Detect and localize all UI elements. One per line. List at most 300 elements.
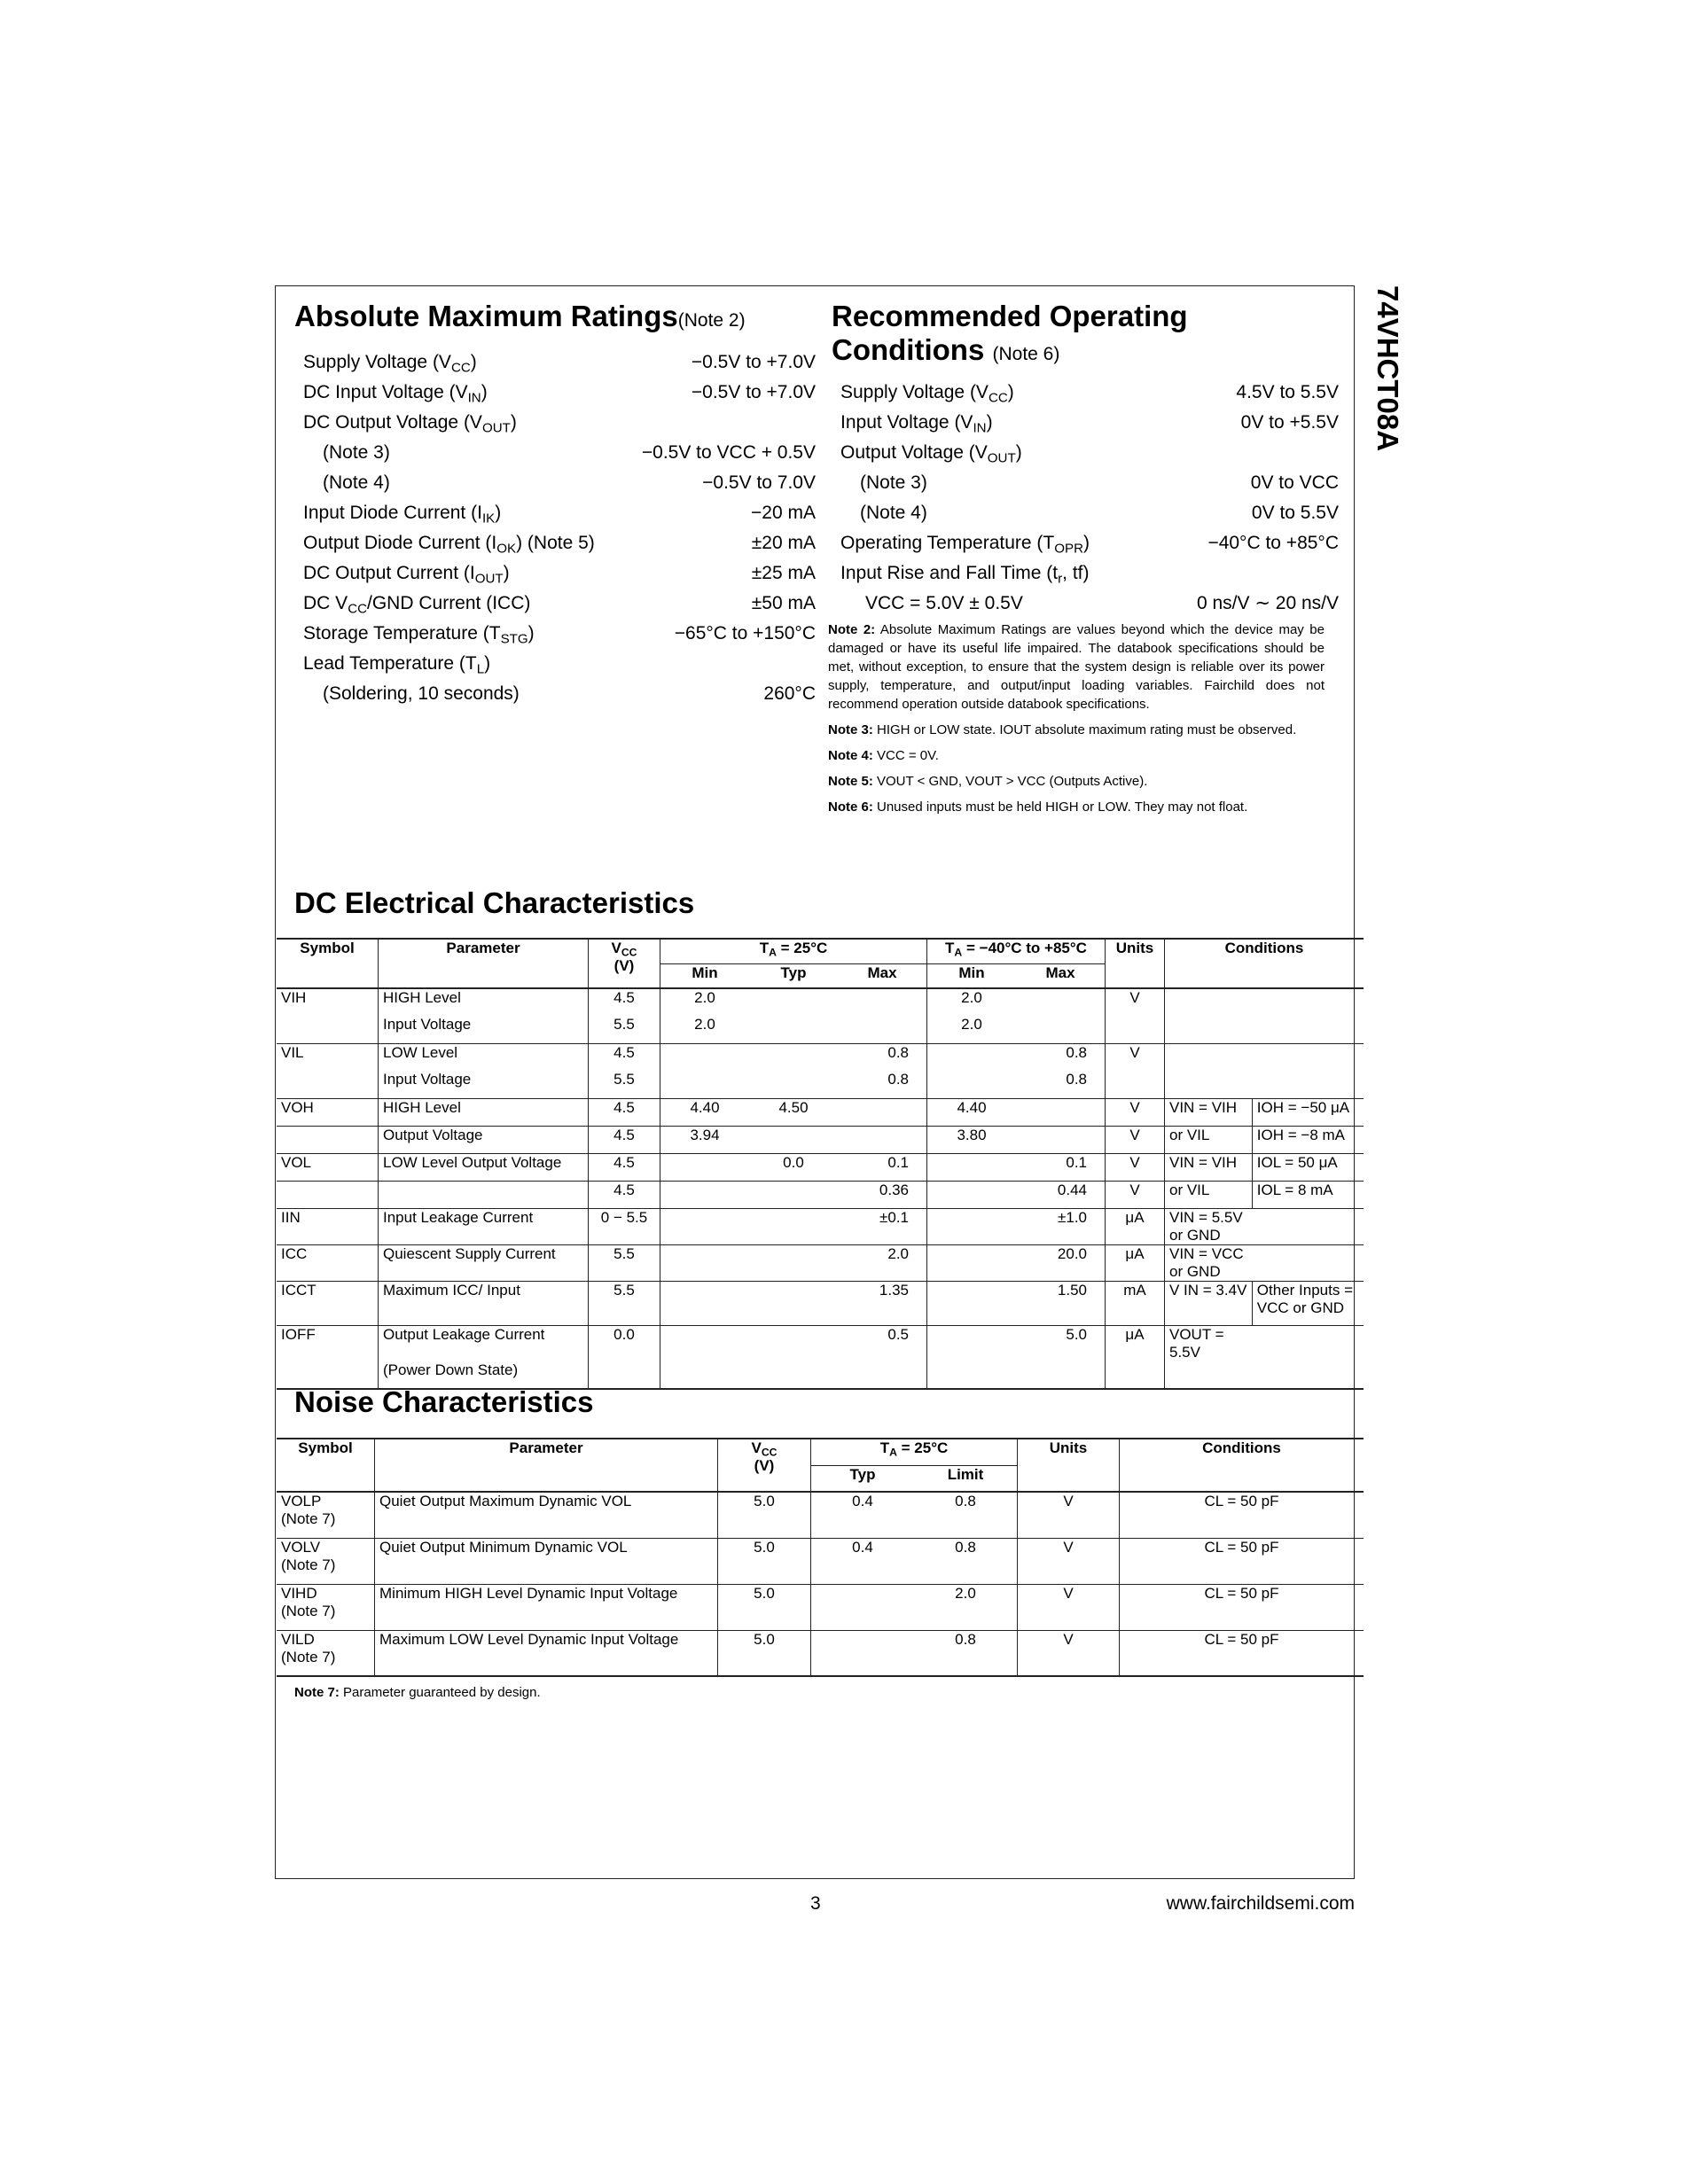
roc-row [840, 408, 1339, 438]
dc-typ25 [749, 1325, 838, 1361]
dc-units: V [1106, 1043, 1165, 1071]
dc-max25: 2.0 [838, 1244, 927, 1281]
dc-max25 [838, 1016, 927, 1043]
dc-min25: 3.94 [690, 1126, 720, 1143]
dc-h-vcc: $V_{CC}$ (V) [589, 939, 660, 988]
dc-parameter [379, 1181, 589, 1208]
dc-cond: VIN = VCC or GND [1169, 1244, 1244, 1280]
dc-symbol [277, 1016, 379, 1043]
amr-value: 260°C [763, 683, 816, 704]
dc-units [1106, 1071, 1165, 1098]
roc-label: VCC = 5.0V ± 0.5V [865, 593, 1023, 613]
dc-min25: 2.0 [694, 989, 715, 1006]
dc-cond2 [1252, 1244, 1364, 1281]
noise-vcc: 5.0 [718, 1584, 811, 1630]
dc-typ25: 4.50 [778, 1098, 809, 1116]
dc-cond: or VIL [1165, 1126, 1253, 1153]
noise-limit: 0.8 [914, 1492, 1018, 1538]
amr-value: ±20 mA [751, 533, 816, 553]
dc-row [277, 1126, 1364, 1153]
noise-limit: 0.8 [914, 1538, 1018, 1584]
dc-cond: VIN = 5.5V or GND [1169, 1208, 1243, 1244]
noise-row [277, 1630, 1364, 1676]
dc-max25 [838, 988, 927, 1016]
amr-label: Output Diode Current $(I_{OK})$ (Note 5) [303, 533, 595, 557]
amr-label-sub: OUT [474, 571, 504, 587]
dc-parameter: Output Leakage Current [379, 1325, 589, 1361]
noise-vcc: 5.0 [718, 1538, 811, 1584]
dc-typ25 [749, 1126, 838, 1153]
dc-cond [1165, 1361, 1253, 1389]
note-paragraph: Note 3: HIGH or LOW state. IOUT absolute maximum rating must be observed. [828, 722, 1297, 737]
dc-cond: VIN = VIH [1165, 1098, 1253, 1126]
roc-label: Operating Temperature $(T_{OPR})$ [840, 533, 1090, 557]
dc-min25 [660, 1325, 750, 1361]
noise-h-ta25: $T_A = 25^\circ C$ [811, 1439, 1018, 1465]
dc-max-range [1016, 1098, 1106, 1126]
dc-max-range: 20.0 [1016, 1244, 1106, 1281]
dc-max25 [838, 1361, 927, 1389]
dc-vcc: 5.5 [589, 1016, 660, 1043]
noise-symbol [277, 1492, 375, 1538]
amr-label-sub: STG [500, 631, 528, 647]
noise-cond: CL = 50 pF [1204, 1630, 1279, 1648]
noise-vcc: 5.0 [718, 1630, 811, 1676]
amr-row [303, 347, 816, 378]
dc-row [277, 1071, 1364, 1098]
noise-symbol [277, 1538, 375, 1584]
dc-symbol [277, 1126, 379, 1153]
amr-value: −0.5V to +7.0V [691, 352, 816, 372]
dc-row [277, 1244, 1364, 1281]
noise-h-limit: Limit [914, 1465, 1018, 1492]
amr-row [303, 528, 816, 558]
note-paragraph: Note 4: VCC = 0V. [828, 748, 939, 763]
dc-typ25 [749, 1361, 838, 1389]
roc-row [840, 589, 1339, 619]
dc-row [277, 1281, 1364, 1325]
noise-parameter: Minimum HIGH Level Dynamic Input Voltage [375, 1584, 718, 1630]
dc-max25 [838, 1098, 927, 1126]
dc-max25: 1.35 [838, 1281, 927, 1325]
dc-cond2: IOL = 50 μA [1256, 1153, 1338, 1171]
roc-row [840, 528, 1339, 558]
dc-max-range: 0.8 [1016, 1071, 1106, 1098]
roc-value: 4.5V to 5.5V [1236, 382, 1339, 402]
note-head: Note 2: [828, 622, 876, 637]
noise-symbol [277, 1584, 375, 1630]
dc-min25: 4.40 [690, 1098, 720, 1116]
noise-limit: 2.0 [914, 1584, 1018, 1630]
dc-parameter: Quiescent Supply Current [379, 1244, 589, 1281]
dc-h-units: Units [1106, 939, 1165, 988]
dc-min-range [927, 1244, 1017, 1281]
amr-row [303, 679, 816, 709]
dc-cond2 [1252, 1325, 1364, 1361]
dc-cond [1165, 1071, 1253, 1098]
dc-typ25 [749, 1244, 838, 1281]
noise-units: V [1018, 1492, 1120, 1538]
dc-cond2 [1252, 1208, 1364, 1244]
dc-symbol: ICC [277, 1244, 379, 1281]
roc-row [840, 558, 1339, 589]
dc-cond: VOUT = 5.5V [1169, 1325, 1224, 1361]
dc-max-range [1016, 1126, 1106, 1153]
amr-label-sub: CC [348, 601, 368, 617]
dc-max-range [1016, 988, 1106, 1016]
noise-symbol-note: (Note 7) [281, 1556, 336, 1573]
amr-label-sub: CC [450, 360, 471, 376]
dc-parameter: HIGH Level [379, 988, 589, 1016]
amr-value: −65°C to +150°C [674, 623, 816, 644]
dc-cond [1165, 988, 1253, 1016]
dc-h-ta25: $T_A = 25^\circ C$ [660, 939, 927, 963]
amr-label: Input Diode Current $(I_{IK})$ [303, 503, 502, 526]
amr-value: −20 mA [751, 503, 816, 523]
roc-value: 0V to VCC [1250, 472, 1339, 493]
dc-max-range: 0.44 [1016, 1181, 1106, 1208]
dc-h-min2: Min [927, 963, 1017, 988]
dc-parameter: Maximum ICC/ Input [379, 1281, 589, 1325]
dc-row [277, 1208, 1364, 1244]
part-number-text: 74VHCT08A [1372, 285, 1404, 452]
dc-max25 [838, 1126, 927, 1153]
dc-cond2 [1252, 1016, 1364, 1043]
ratings-notes [828, 620, 1325, 823]
dc-min25 [660, 1244, 750, 1281]
dc-vcc: 5.5 [589, 1244, 660, 1281]
dc-min-range [927, 1361, 1017, 1389]
dc-cond2 [1252, 1071, 1364, 1098]
dc-max-range: ±1.0 [1016, 1208, 1106, 1244]
amr-label-sub: OUT [481, 420, 511, 436]
dc-cond [1165, 1016, 1253, 1043]
dc-min25 [660, 1208, 750, 1244]
noise-symbol-text: VOLV [281, 1538, 321, 1556]
noise-row [277, 1538, 1364, 1584]
roc-value: −40°C to +85°C [1207, 533, 1339, 553]
noise-symbol-text: VOLP [281, 1493, 322, 1509]
dc-max-range: 0.8 [1016, 1043, 1106, 1071]
noise-typ [811, 1584, 915, 1630]
note-paragraph: Note 6: Unused inputs must be held HIGH or LOW. They may not float. [828, 800, 1248, 815]
dc-h-typ: Typ [749, 963, 838, 988]
amr-row [303, 619, 816, 649]
dc-units: V [1106, 1153, 1165, 1181]
dc-units: V [1106, 1098, 1165, 1126]
roc-title-note: (Note 6) [992, 344, 1060, 364]
dc-min-range: 4.40 [957, 1098, 987, 1116]
dc-min-range [927, 1281, 1017, 1325]
dc-units: V [1106, 1126, 1165, 1153]
dc-cond2 [1252, 1043, 1364, 1071]
dc-min25 [660, 1043, 750, 1071]
dc-parameter: Output Voltage [379, 1126, 589, 1153]
amr-label-sub: IN [467, 390, 481, 406]
amr-label-sub: L [476, 661, 485, 677]
dc-min-range [927, 1208, 1017, 1244]
dc-parameter: HIGH Level [379, 1098, 589, 1126]
dc-units: V [1106, 1181, 1165, 1208]
dc-title: DC Electrical Characteristics [294, 886, 695, 919]
dc-symbol: VOL [277, 1153, 379, 1181]
noise-symbol-note: (Note 7) [281, 1510, 336, 1527]
dc-symbol [277, 1071, 379, 1098]
noise-units: V [1018, 1584, 1120, 1630]
dc-row [277, 988, 1364, 1016]
dc-vcc: 4.5 [589, 1126, 660, 1153]
note-paragraph: Note 5: VOUT < GND, VOUT > VCC (Outputs Active). [828, 774, 1148, 789]
dc-max-range: 5.0 [1016, 1325, 1106, 1361]
dc-max-range [1016, 1016, 1106, 1043]
roc-value: 0V to +5.5V [1240, 412, 1339, 433]
dc-min25 [660, 1071, 750, 1098]
dc-h-max: Max [838, 963, 927, 988]
roc-label: (Note 3) [860, 472, 927, 493]
amr-label: (Note 3) [323, 442, 390, 463]
dc-h-symbol: Symbol [277, 939, 379, 988]
dc-cond [1165, 1043, 1253, 1071]
dc-units: V [1106, 988, 1165, 1016]
dc-min-range [927, 1153, 1017, 1181]
dc-min-range: 2.0 [961, 989, 982, 1006]
dc-min-range: 2.0 [961, 1016, 982, 1033]
dc-min-range: 3.80 [957, 1126, 987, 1143]
noise-table [277, 1438, 1364, 1677]
dc-typ25 [749, 1281, 838, 1325]
noise-h-units: Units [1018, 1439, 1120, 1492]
amr-value: −0.5V to VCC + 0.5V [641, 442, 816, 463]
dc-units: μA [1106, 1244, 1165, 1281]
dc-min-range [927, 1325, 1017, 1361]
dc-cond2: IOH = −8 mA [1256, 1126, 1345, 1143]
roc-label-sub: r [1058, 571, 1063, 587]
dc-row [277, 1181, 1364, 1208]
amr-label: DC Output Current $(I_{OUT})$ [303, 563, 510, 587]
roc-row [840, 378, 1339, 408]
roc-row [840, 468, 1339, 498]
roc-label: Output Voltage $(V_{OUT})$ [840, 442, 1022, 466]
dc-min25 [660, 1181, 750, 1208]
dc-parameter: LOW Level Output Voltage [379, 1153, 589, 1181]
dc-row [277, 1043, 1364, 1071]
dc-symbol: ICCT [277, 1281, 379, 1325]
dc-vcc: 0.0 [589, 1325, 660, 1361]
dc-typ25 [749, 1071, 838, 1098]
roc-label-sub: IN [973, 420, 987, 436]
dc-cond: or VIL [1165, 1181, 1253, 1208]
dc-vcc: 4.5 [589, 1043, 660, 1071]
dc-typ25 [749, 1043, 838, 1071]
dc-vcc: 5.5 [589, 1071, 660, 1098]
footer-url[interactable]: www.fairchildsemi.com [1166, 1893, 1355, 1914]
dc-min25: 2.0 [694, 1016, 715, 1033]
dc-h-conditions: Conditions [1165, 939, 1364, 988]
noise-symbol-text: VIHD [281, 1584, 317, 1602]
dc-symbol: VOH [277, 1098, 379, 1126]
dc-units [1106, 1361, 1165, 1389]
noise-typ [811, 1630, 915, 1676]
dc-max25: 0.5 [838, 1325, 927, 1361]
note-head: Note 6: [828, 800, 873, 815]
roc-label-sub: OPR [1054, 541, 1083, 557]
noise-typ: 0.4 [852, 1538, 873, 1556]
amr-row [303, 589, 816, 619]
amr-label: DC Input Voltage $(V_{IN})$ [303, 382, 488, 406]
noise-limit: 0.8 [914, 1630, 1018, 1676]
dc-typ25 [749, 1016, 838, 1043]
amr-label-sub: OK [496, 541, 517, 557]
dc-typ25 [749, 1208, 838, 1244]
dc-h-min: Min [660, 963, 750, 988]
amr-row [303, 498, 816, 528]
dc-row [277, 1325, 1364, 1361]
dc-table [277, 938, 1364, 1390]
dc-row [277, 1153, 1364, 1181]
amr-row [303, 649, 816, 679]
dc-row [277, 1361, 1364, 1389]
dc-units: μA [1106, 1325, 1165, 1361]
dc-symbol: IOFF [277, 1325, 379, 1361]
amr-label: (Soldering, 10 seconds) [323, 683, 520, 704]
amr-row [303, 468, 816, 498]
amr-row [303, 378, 816, 408]
noise-cond: CL = 50 pF [1204, 1584, 1279, 1602]
dc-typ25 [749, 988, 838, 1016]
roc-row [840, 498, 1339, 528]
noise-symbol-text: VILD [281, 1630, 315, 1648]
roc-label-sub: OUT [987, 450, 1016, 466]
dc-symbol [277, 1361, 379, 1389]
amr-value: −0.5V to 7.0V [702, 472, 816, 493]
dc-max25: 0.8 [838, 1071, 927, 1098]
dc-parameter: Input Voltage [379, 1071, 589, 1098]
dc-min-range [927, 1043, 1017, 1071]
amr-label: DC Output Voltage $(V_{OUT})$ [303, 412, 517, 436]
roc-label: (Note 4) [860, 503, 927, 523]
noise-h-vcc: $V_{CC}$ (V) [718, 1439, 811, 1492]
dc-symbol: IIN [277, 1208, 379, 1244]
dc-cond2: IOL = 8 mA [1256, 1181, 1333, 1198]
noise-units: V [1018, 1630, 1120, 1676]
noise-h-typ: Typ [811, 1465, 915, 1492]
note7: Note 7: Parameter guaranteed by design. [294, 1685, 541, 1700]
note-paragraph: Note 2: Absolute Maximum Ratings are values beyond which the device may be damaged or have its useful life impaired. The databook specifications should be met, without exception, to ensure that the system design is reliable over its power supply, temperature, and output/input loading variables. Fairchild does not recommend operation outside databook specifications. [828, 622, 1325, 712]
roc-label: Input Rise and Fall Time ($t_r$, tf) [840, 563, 1090, 587]
dc-parameter: Input Leakage Current [379, 1208, 589, 1244]
dc-cond2 [1252, 1361, 1364, 1389]
dc-min25 [660, 1361, 750, 1389]
roc-value: 0 ns/V ∼ 20 ns/V [1196, 593, 1339, 613]
dc-vcc [589, 1361, 660, 1389]
noise-cond: CL = 50 pF [1204, 1538, 1279, 1556]
dc-units: μA [1106, 1208, 1165, 1244]
amr-label: (Note 4) [323, 472, 390, 493]
dc-vcc: 5.5 [589, 1281, 660, 1325]
noise-h-parameter: Parameter [375, 1439, 718, 1492]
noise-units: V [1018, 1538, 1120, 1584]
noise-symbol [277, 1630, 375, 1676]
roc-title: Recommended Operating Conditions (Note 6) [832, 300, 1188, 366]
amr-row [303, 408, 816, 438]
noise-row [277, 1492, 1364, 1538]
roc-value: 0V to 5.5V [1251, 503, 1339, 523]
amr-label-sub: IK [481, 511, 496, 526]
dc-row [277, 1016, 1364, 1043]
dc-typ25: 0.0 [783, 1153, 804, 1171]
noise-parameter: Quiet Output Maximum Dynamic VOL [375, 1492, 718, 1538]
dc-parameter: LOW Level [379, 1043, 589, 1071]
amr-value: −0.5V to +7.0V [691, 382, 816, 402]
note-head: Note 4: [828, 748, 873, 763]
noise-h-symbol: Symbol [277, 1439, 375, 1492]
roc-label: Input Voltage $(V_{IN})$ [840, 412, 993, 436]
noise-parameter: Quiet Output Minimum Dynamic VOL [375, 1538, 718, 1584]
amr-row [303, 438, 816, 468]
dc-units: mA [1106, 1281, 1165, 1325]
dc-cond2: IOH = −50 μA [1256, 1098, 1350, 1116]
side-part-number [1358, 285, 1411, 516]
noise-vcc: 5.0 [718, 1492, 811, 1538]
roc-label-sub: CC [988, 390, 1008, 406]
dc-max25: 0.1 [838, 1153, 927, 1181]
dc-row [277, 1098, 1364, 1126]
noise-symbol-note: (Note 7) [281, 1648, 336, 1665]
dc-vcc: 4.5 [589, 1181, 660, 1208]
dc-max25: 0.36 [838, 1181, 927, 1208]
dc-symbol: VIL [277, 1043, 379, 1071]
amr-label: Storage Temperature $(T_{STG})$ [303, 623, 535, 647]
dc-max-range [1016, 1361, 1106, 1389]
amr-value: ±50 mA [751, 593, 816, 613]
dc-min25 [660, 1153, 750, 1181]
dc-vcc: 0 − 5.5 [589, 1208, 660, 1244]
dc-h-tarange: $T_A = -40^\circ C$ to +85°C [927, 939, 1106, 963]
amr-label: DC $V_{CC}$/GND Current (ICC) [303, 593, 531, 617]
note-head: Note 3: [828, 722, 873, 737]
noise-title: Noise Characteristics [294, 1385, 594, 1418]
dc-max25: ±0.1 [838, 1208, 927, 1244]
noise-typ: 0.4 [852, 1493, 873, 1509]
amr-label: Lead Temperature $(T_L)$ [303, 653, 491, 677]
dc-symbol [277, 1181, 379, 1208]
dc-cond2: Other Inputs = VCC or GND [1256, 1281, 1353, 1316]
noise-row [277, 1584, 1364, 1630]
dc-max-range: 0.1 [1016, 1153, 1106, 1181]
dc-vcc: 4.5 [589, 988, 660, 1016]
amr-label: Supply Voltage $(V_{CC})$ [303, 352, 477, 376]
dc-parameter: (Power Down State) [379, 1361, 589, 1389]
noise-cond: CL = 50 pF [1204, 1493, 1279, 1509]
dc-vcc: 4.5 [589, 1153, 660, 1181]
dc-symbol: VIH [277, 988, 379, 1016]
amr-title-note: (Note 2) [677, 310, 746, 331]
dc-vcc: 4.5 [589, 1098, 660, 1126]
page-number: 3 [810, 1893, 821, 1914]
dc-min-range [927, 1071, 1017, 1098]
roc-row [840, 438, 1339, 468]
roc-label: Supply Voltage $(V_{CC})$ [840, 382, 1014, 406]
dc-typ25 [749, 1181, 838, 1208]
noise-parameter: Maximum LOW Level Dynamic Input Voltage [375, 1630, 718, 1676]
amr-row [303, 558, 816, 589]
dc-units [1106, 1016, 1165, 1043]
note-head: Note 5: [828, 774, 873, 789]
amr-value: ±25 mA [751, 563, 816, 583]
dc-h-max2: Max [1016, 963, 1106, 988]
dc-h-parameter: Parameter [379, 939, 589, 988]
dc-min25 [660, 1281, 750, 1325]
